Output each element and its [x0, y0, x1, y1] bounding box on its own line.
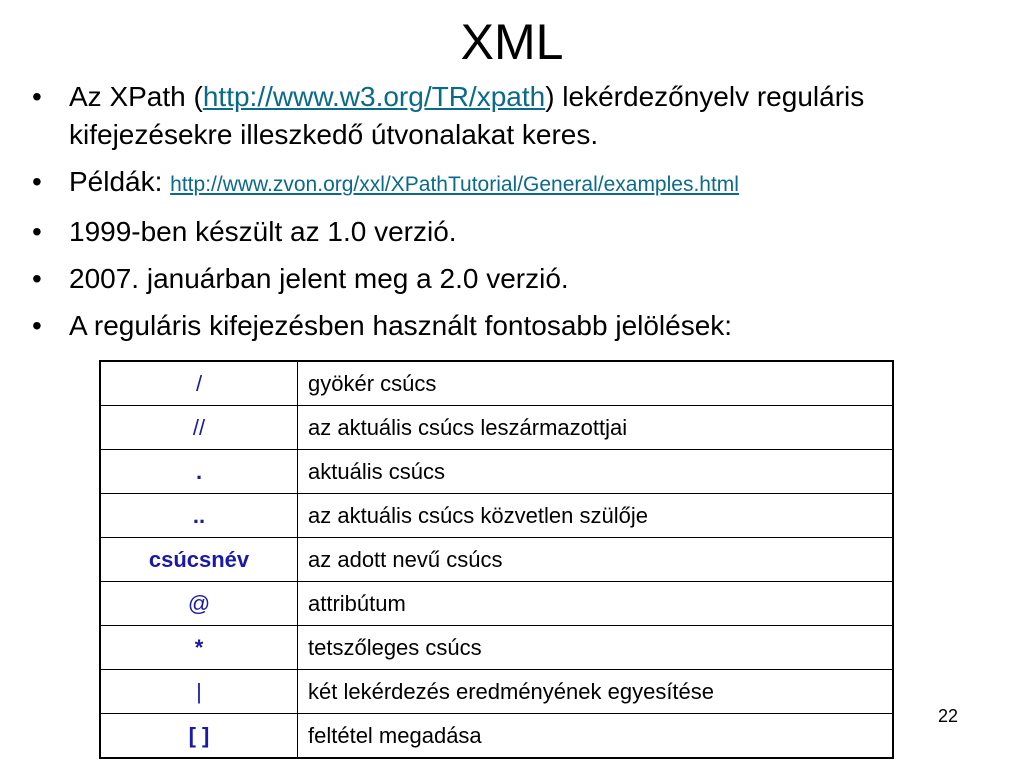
notation-symbol: .	[100, 450, 298, 494]
notation-symbol: *	[100, 626, 298, 670]
notation-table	[99, 360, 894, 759]
bullet-text: Példák:	[69, 166, 171, 197]
examples-link[interactable]: http://www.zvon.org/xxl/XPathTutorial/General/examples.html	[170, 173, 739, 196]
table-row	[100, 538, 893, 582]
bullet-dot: •	[32, 166, 42, 197]
notation-description: tetszőleges csúcs	[298, 626, 894, 670]
notation-symbol: csúcsnév	[100, 538, 298, 582]
bullet-dot: •	[32, 216, 42, 247]
notation-symbol: /	[100, 361, 298, 406]
bullet-text: Az XPath (	[69, 81, 203, 112]
bullet-xpath	[32, 78, 992, 154]
table-row	[100, 406, 893, 450]
table-row	[100, 494, 893, 538]
notation-description: aktuális csúcs	[298, 450, 894, 494]
bullet-dot: •	[32, 310, 42, 341]
slide-title: XML	[460, 14, 564, 70]
page-number: 22	[938, 706, 959, 726]
notation-description: gyökér csúcs	[298, 361, 894, 406]
notation-description: az adott nevű csúcs	[298, 538, 894, 582]
notation-description: feltétel megadása	[298, 714, 894, 759]
bullet-text: 2007. januárban jelent meg a 2.0 verzió.	[69, 263, 569, 294]
notation-symbol: @	[100, 582, 298, 626]
notation-symbol: //	[100, 406, 298, 450]
bullet-dot: •	[32, 263, 42, 294]
bullet-text: A reguláris kifejezésben használt fontosabb jelölések:	[69, 310, 733, 341]
notation-symbol: |	[100, 670, 298, 714]
notation-description: az aktuális csúcs közvetlen szülője	[298, 494, 894, 538]
notation-symbol: ..	[100, 494, 298, 538]
table-row	[100, 450, 893, 494]
bullet-examples	[32, 163, 992, 204]
notation-symbol: [ ]	[100, 714, 298, 759]
notation-description: az aktuális csúcs leszármazottjai	[298, 406, 894, 450]
bullet-version-2	[32, 260, 992, 298]
bullet-dot: •	[32, 81, 42, 112]
bullet-text: ) lekérdezőnyelv reguláris kifejezésekre illeszkedő útvonalakat keres.	[69, 81, 865, 150]
bullet-notation	[32, 307, 992, 345]
table-row	[100, 670, 893, 714]
table-row	[100, 626, 893, 670]
table-row	[100, 361, 893, 406]
notation-description: két lekérdezés eredményének egyesítése	[298, 670, 894, 714]
table-row	[100, 582, 893, 626]
notation-description: attribútum	[298, 582, 894, 626]
bullet-list	[32, 78, 992, 354]
bullet-version-1	[32, 213, 992, 251]
xpath-link[interactable]: http://www.w3.org/TR/xpath	[202, 81, 546, 112]
bullet-text: 1999-ben készült az 1.0 verzió.	[69, 216, 457, 247]
table-row	[100, 714, 893, 759]
